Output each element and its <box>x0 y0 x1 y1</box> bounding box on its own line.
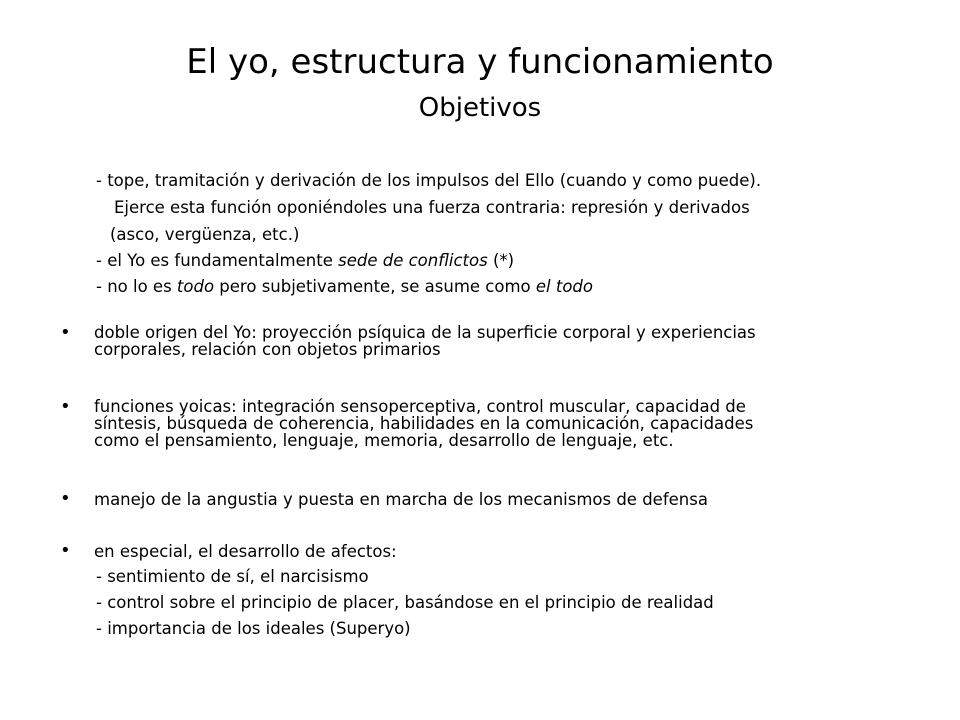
bullet-3-line-1: manejo de la angustia y puesta en marcha de los mecanismos de defensa <box>94 490 708 509</box>
slide-subtitle: Objetivos <box>418 93 542 123</box>
bullet-1 <box>94 324 894 358</box>
bullet-4 <box>94 543 894 560</box>
bullet-4-sub-3: - importancia de los ideales (Superyo) <box>96 619 411 638</box>
intro-line-4-italic: sede de conflictos <box>338 251 488 270</box>
intro-line-3: (asco, vergüenza, etc.) <box>110 225 300 244</box>
intro-line-5 <box>96 276 593 298</box>
intro-line-5-text: - no lo es <box>96 277 177 296</box>
slide-title: El yo, estructura y funcionamiento <box>186 42 774 82</box>
intro-line-1: - tope, tramitación y derivación de los impulsos del Ello (cuando y como puede). <box>96 171 762 190</box>
intro-line-4 <box>96 250 514 272</box>
bullet-3 <box>94 491 894 508</box>
bullet-4-line-1: en especial, el desarrollo de afectos: <box>94 542 397 561</box>
intro-line-4-text: - el Yo es fundamentalmente <box>96 251 339 270</box>
bullet-4-sub-2: - control sobre el principio de placer, basándose en el principio de realidad <box>96 593 714 612</box>
bullet-2 <box>94 398 894 449</box>
bullet-2-line-3: como el pensamiento, lenguaje, memoria, desarrollo de lenguaje, etc. <box>94 431 674 450</box>
bullet-4-sub-1: - sentimiento de sí, el narcisismo <box>96 567 369 586</box>
bullet-1-line-2: corporales, relación con objetos primarios <box>94 340 441 359</box>
intro-line-5-italic-2: el todo <box>535 277 594 296</box>
bullet-1-line-1: doble origen del Yo: proyección psíquica de la superficie corporal y experiencias <box>94 323 756 342</box>
bullet-2-line-2: síntesis, búsqueda de coherencia, habilidades en la comunicación, capacidades <box>94 414 754 433</box>
bullet-marker: • <box>60 322 71 343</box>
intro-line-2: Ejerce esta función oponiéndoles una fuerza contraria: represión y derivados <box>114 198 750 217</box>
intro-line-4-suffix: (*) <box>487 251 515 270</box>
intro-line-5-middle: pero subjetivamente, se asume como <box>214 277 536 296</box>
bullet-2-line-1: funciones yoicas: integración sensoperceptiva, control muscular, capacidad de <box>94 397 746 416</box>
bullet-marker: • <box>60 488 71 509</box>
bullet-marker: • <box>60 396 71 417</box>
intro-line-5-italic-1: todo <box>176 277 215 296</box>
bullet-marker: • <box>60 540 71 561</box>
